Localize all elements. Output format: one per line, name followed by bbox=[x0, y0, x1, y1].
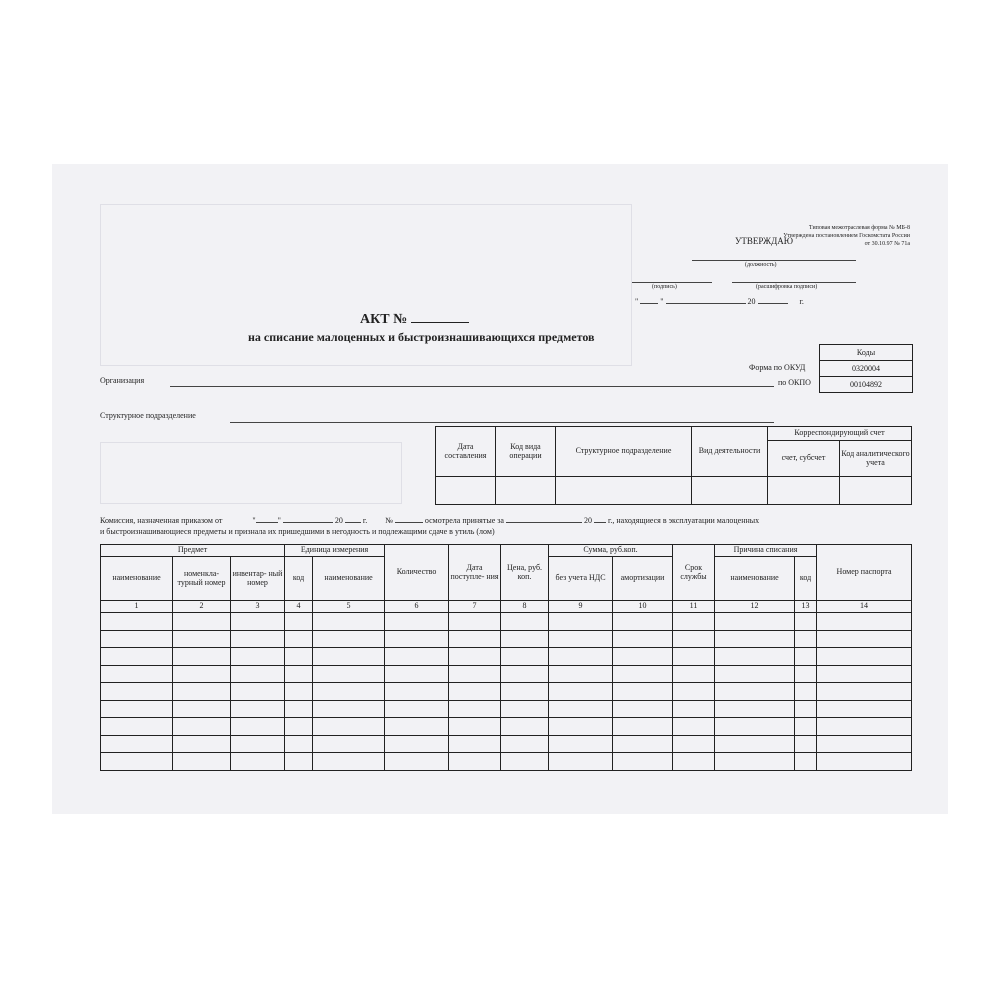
table-cell[interactable] bbox=[173, 630, 231, 648]
header-item-name: наименование bbox=[101, 557, 173, 601]
table-cell[interactable] bbox=[817, 700, 912, 718]
division-label: Структурное подразделение bbox=[100, 411, 196, 420]
table-cell[interactable] bbox=[715, 630, 795, 648]
table-cell[interactable] bbox=[173, 718, 231, 736]
approve-title: УТВЕРЖДАЮ bbox=[735, 236, 794, 246]
col-number: 2 bbox=[173, 601, 231, 613]
col-number: 7 bbox=[449, 601, 501, 613]
document-sheet bbox=[52, 164, 948, 814]
col-number: 13 bbox=[795, 601, 817, 613]
table-cell[interactable] bbox=[313, 700, 385, 718]
table-cell[interactable] bbox=[613, 630, 673, 648]
table-cell[interactable] bbox=[795, 683, 817, 701]
cell[interactable] bbox=[768, 477, 840, 505]
table-cell[interactable] bbox=[715, 753, 795, 771]
col-number: 4 bbox=[285, 601, 313, 613]
table-cell[interactable] bbox=[231, 700, 285, 718]
table-cell[interactable] bbox=[231, 753, 285, 771]
cell[interactable] bbox=[496, 477, 556, 505]
table-cell[interactable] bbox=[101, 735, 173, 753]
header-inv: инвентар- ный номер bbox=[231, 557, 285, 601]
table-cell[interactable] bbox=[385, 735, 449, 753]
table-cell[interactable] bbox=[549, 700, 613, 718]
header-amort: амортизации bbox=[613, 557, 673, 601]
table-cell[interactable] bbox=[613, 700, 673, 718]
table-cell[interactable] bbox=[313, 753, 385, 771]
act-subtitle: на списание малоценных и быстроизнашивающихся предметов bbox=[248, 330, 595, 344]
table-cell[interactable] bbox=[795, 630, 817, 648]
table-cell[interactable] bbox=[313, 648, 385, 666]
table-row bbox=[101, 700, 912, 718]
table-cell[interactable] bbox=[285, 753, 313, 771]
act-title: АКТ № bbox=[360, 312, 469, 328]
table-cell[interactable] bbox=[231, 613, 285, 631]
table-cell[interactable] bbox=[231, 648, 285, 666]
table-cell[interactable] bbox=[173, 753, 231, 771]
table-cell[interactable] bbox=[613, 718, 673, 736]
operation-table bbox=[435, 426, 912, 505]
table-cell[interactable] bbox=[673, 665, 715, 683]
table-cell[interactable] bbox=[449, 700, 501, 718]
col-number: 10 bbox=[613, 601, 673, 613]
table-row bbox=[101, 753, 912, 771]
cell[interactable] bbox=[556, 477, 692, 505]
table-cell[interactable] bbox=[101, 753, 173, 771]
table-cell[interactable] bbox=[613, 735, 673, 753]
table-cell[interactable] bbox=[231, 683, 285, 701]
table-cell[interactable] bbox=[715, 718, 795, 736]
table-cell[interactable] bbox=[501, 613, 549, 631]
table-cell[interactable] bbox=[101, 718, 173, 736]
table-cell[interactable] bbox=[313, 735, 385, 753]
bleed-through-grid bbox=[100, 442, 402, 504]
table-cell[interactable] bbox=[817, 735, 912, 753]
table-cell[interactable] bbox=[449, 665, 501, 683]
header-operation-code: Код вида операции bbox=[496, 427, 556, 477]
table-cell[interactable] bbox=[285, 630, 313, 648]
header-unit-name: наименование bbox=[313, 557, 385, 601]
table-cell[interactable] bbox=[817, 683, 912, 701]
cell[interactable] bbox=[692, 477, 768, 505]
table-cell[interactable] bbox=[549, 665, 613, 683]
items-table bbox=[100, 544, 912, 771]
table-cell[interactable] bbox=[795, 735, 817, 753]
table-cell[interactable] bbox=[313, 613, 385, 631]
table-cell[interactable] bbox=[173, 613, 231, 631]
table-cell[interactable] bbox=[101, 648, 173, 666]
header-analytic-code: Код аналитического учета bbox=[840, 441, 912, 477]
group-unit: Единица измерения bbox=[285, 545, 385, 557]
group-item: Предмет bbox=[101, 545, 285, 557]
table-cell[interactable] bbox=[385, 613, 449, 631]
table-cell[interactable] bbox=[501, 648, 549, 666]
header-price: Цена, руб. коп. bbox=[501, 545, 549, 601]
table-cell[interactable] bbox=[673, 718, 715, 736]
table-cell[interactable] bbox=[313, 665, 385, 683]
header-division: Структурное подразделение bbox=[556, 427, 692, 477]
table-cell[interactable] bbox=[101, 613, 173, 631]
codes-box bbox=[819, 344, 913, 393]
table-cell[interactable] bbox=[613, 613, 673, 631]
decoding-label: (расшифровка подписи) bbox=[756, 284, 818, 290]
table-cell[interactable] bbox=[385, 648, 449, 666]
table-cell[interactable] bbox=[795, 648, 817, 666]
table-cell[interactable] bbox=[449, 753, 501, 771]
header-date: Дата составления bbox=[436, 427, 496, 477]
position-label: (должность) bbox=[745, 262, 777, 268]
table-cell[interactable] bbox=[795, 718, 817, 736]
col-number: 3 bbox=[231, 601, 285, 613]
table-cell[interactable] bbox=[285, 683, 313, 701]
table-cell[interactable] bbox=[817, 665, 912, 683]
table-cell[interactable] bbox=[285, 665, 313, 683]
header-activity: Вид деятельности bbox=[692, 427, 768, 477]
group-reason: Причина списания bbox=[715, 545, 817, 557]
table-cell[interactable] bbox=[285, 613, 313, 631]
okud-value: 0320004 bbox=[820, 361, 912, 377]
table-cell[interactable] bbox=[385, 753, 449, 771]
cell[interactable] bbox=[840, 477, 912, 505]
table-cell[interactable] bbox=[231, 718, 285, 736]
table-cell[interactable] bbox=[101, 700, 173, 718]
organization-line bbox=[170, 386, 774, 387]
table-cell[interactable] bbox=[285, 718, 313, 736]
table-row bbox=[101, 683, 912, 701]
table-cell[interactable] bbox=[313, 718, 385, 736]
table-cell[interactable] bbox=[817, 753, 912, 771]
table-row bbox=[101, 735, 912, 753]
table-cell[interactable] bbox=[285, 735, 313, 753]
table-cell[interactable] bbox=[715, 735, 795, 753]
table-cell[interactable] bbox=[549, 613, 613, 631]
col-number: 6 bbox=[385, 601, 449, 613]
table-cell[interactable] bbox=[285, 648, 313, 666]
table-cell[interactable] bbox=[231, 665, 285, 683]
codes-header: Коды bbox=[820, 345, 912, 361]
table-cell[interactable] bbox=[715, 648, 795, 666]
table-cell[interactable] bbox=[313, 630, 385, 648]
table-cell[interactable] bbox=[385, 630, 449, 648]
header-date-in: Дата поступле- ния bbox=[449, 545, 501, 601]
decoding-line bbox=[732, 282, 856, 283]
col-number: 1 bbox=[101, 601, 173, 613]
table-cell[interactable] bbox=[101, 683, 173, 701]
position-line bbox=[692, 260, 856, 261]
organization-label: Организация bbox=[100, 376, 145, 385]
table-cell[interactable] bbox=[673, 683, 715, 701]
table-cell[interactable] bbox=[613, 753, 673, 771]
col-number: 9 bbox=[549, 601, 613, 613]
table-cell[interactable] bbox=[101, 630, 173, 648]
table-cell[interactable] bbox=[549, 683, 613, 701]
table-row bbox=[101, 648, 912, 666]
col-number: 11 bbox=[673, 601, 715, 613]
table-cell[interactable] bbox=[449, 683, 501, 701]
table-cell[interactable] bbox=[673, 613, 715, 631]
table-cell[interactable] bbox=[173, 700, 231, 718]
form-header-note: Типовая межотраслевая форма № МБ-8 Утверждена постановлением Госкомстата России от 30.10.97 № 71а bbox=[783, 225, 910, 247]
table-row bbox=[101, 718, 912, 736]
table-cell[interactable] bbox=[673, 648, 715, 666]
commission-line-2: и быстроизнашивающиеся предметы и признала их пришедшими в негодность и подлежащими сдаче в утиль (лом) bbox=[100, 527, 495, 536]
table-cell[interactable] bbox=[501, 665, 549, 683]
table-cell[interactable] bbox=[501, 735, 549, 753]
table-cell[interactable] bbox=[385, 683, 449, 701]
header-reason-name: наименование bbox=[715, 557, 795, 601]
header-account: счет, субсчет bbox=[768, 441, 840, 477]
col-number: 8 bbox=[501, 601, 549, 613]
table-cell[interactable] bbox=[549, 648, 613, 666]
table-cell[interactable] bbox=[449, 648, 501, 666]
approve-date: " " 20 г. bbox=[635, 297, 804, 306]
col-number: 14 bbox=[817, 601, 912, 613]
table-cell[interactable] bbox=[501, 700, 549, 718]
table-cell[interactable] bbox=[549, 630, 613, 648]
okpo-label: по ОКПО bbox=[778, 378, 811, 387]
table-cell[interactable] bbox=[285, 700, 313, 718]
table-cell[interactable] bbox=[795, 700, 817, 718]
table-cell[interactable] bbox=[673, 700, 715, 718]
table-cell[interactable] bbox=[549, 753, 613, 771]
header-unit-code: код bbox=[285, 557, 313, 601]
table-row bbox=[101, 665, 912, 683]
table-row bbox=[101, 630, 912, 648]
group-sum: Сумма, руб.коп. bbox=[549, 545, 673, 557]
table-cell[interactable] bbox=[817, 718, 912, 736]
table-cell[interactable] bbox=[715, 665, 795, 683]
table-cell[interactable] bbox=[673, 630, 715, 648]
table-cell[interactable] bbox=[449, 718, 501, 736]
table-cell[interactable] bbox=[313, 683, 385, 701]
table-cell[interactable] bbox=[613, 665, 673, 683]
col-number: 12 bbox=[715, 601, 795, 613]
table-cell[interactable] bbox=[101, 665, 173, 683]
table-cell[interactable] bbox=[173, 665, 231, 683]
table-cell[interactable] bbox=[673, 735, 715, 753]
table-cell[interactable] bbox=[795, 665, 817, 683]
table-cell[interactable] bbox=[549, 718, 613, 736]
table-cell[interactable] bbox=[549, 735, 613, 753]
header-quantity: Количество bbox=[385, 545, 449, 601]
table-cell[interactable] bbox=[715, 700, 795, 718]
table-cell[interactable] bbox=[817, 648, 912, 666]
table-cell[interactable] bbox=[795, 613, 817, 631]
header-life: Срок службы bbox=[673, 545, 715, 601]
table-cell[interactable] bbox=[501, 753, 549, 771]
header-reason-code: код bbox=[795, 557, 817, 601]
table-cell[interactable] bbox=[231, 735, 285, 753]
table-row bbox=[101, 613, 912, 631]
table-cell[interactable] bbox=[385, 665, 449, 683]
table-cell[interactable] bbox=[385, 718, 449, 736]
col-number: 5 bbox=[313, 601, 385, 613]
division-line bbox=[230, 422, 774, 423]
okud-label: Форма по ОКУД bbox=[749, 363, 806, 372]
header-passport: Номер паспорта bbox=[817, 545, 912, 601]
table-cell[interactable] bbox=[715, 683, 795, 701]
table-cell[interactable] bbox=[449, 735, 501, 753]
table-cell[interactable] bbox=[817, 613, 912, 631]
header-no-vat: без учета НДС bbox=[549, 557, 613, 601]
table-cell[interactable] bbox=[385, 700, 449, 718]
table-cell[interactable] bbox=[173, 683, 231, 701]
table-cell[interactable] bbox=[613, 683, 673, 701]
table-cell[interactable] bbox=[501, 683, 549, 701]
commission-line-1: Комиссия, назначенная приказом от " " 20 г. № осмотрела принятые за 20 г., находящиеся в эксплуатации малоценных bbox=[100, 516, 760, 525]
okpo-value: 00104892 bbox=[850, 380, 882, 389]
items-table-body bbox=[101, 613, 912, 771]
table-cell[interactable] bbox=[173, 648, 231, 666]
table-cell[interactable] bbox=[715, 613, 795, 631]
table-cell[interactable] bbox=[673, 753, 715, 771]
table-cell[interactable] bbox=[501, 630, 549, 648]
table-cell[interactable] bbox=[795, 753, 817, 771]
header-nomen: номенкла- турный номер bbox=[173, 557, 231, 601]
table-cell[interactable] bbox=[817, 630, 912, 648]
signature-line bbox=[632, 282, 712, 283]
table-cell[interactable] bbox=[231, 630, 285, 648]
column-numbers-row bbox=[101, 601, 912, 613]
table-cell[interactable] bbox=[449, 630, 501, 648]
table-cell[interactable] bbox=[613, 648, 673, 666]
table-cell[interactable] bbox=[501, 718, 549, 736]
cell[interactable] bbox=[436, 477, 496, 505]
signature-label: (подпись) bbox=[652, 284, 677, 290]
header-corr-account: Корреспондирующий счет bbox=[768, 427, 912, 441]
table-cell[interactable] bbox=[173, 735, 231, 753]
table-cell[interactable] bbox=[449, 613, 501, 631]
